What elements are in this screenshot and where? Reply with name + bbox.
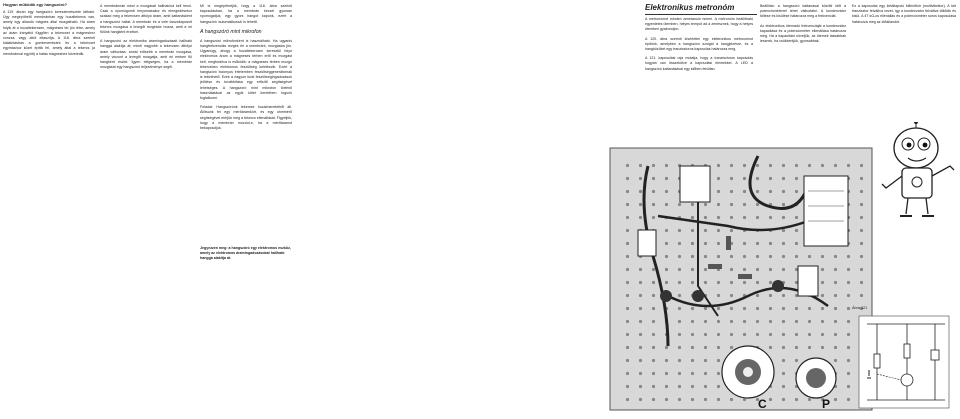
- component-box: [798, 266, 818, 296]
- highlight-caption: Jegyezzen meg: a hangszóró egy elektromos eszköz, amely az elektromos áramingadozásokat hallható hanggá alakítja át.: [200, 246, 291, 260]
- resistor: [726, 236, 731, 250]
- paragraph: A membránnak mind a mozgását hallhatóvá kell tenni. Csak a nyomógomb lenyomásakor és elengedésekor szakad meg a tekercsen átfolyó áram, amit kattanásként a hangszóró hallat. A membrán és a vele összekapcsolt tekercs mozgása a levegőt rezgésbe hozza, amit a mi fülünk hangként érzékel.: [100, 4, 192, 35]
- robot-mascot-illustration: [880, 122, 956, 218]
- paragraph: Mi is megépíthetjük, hogy a 118. ábra szerinti kapcsolásban, ha a membrán kézzel gyorsan nyomogatjuk, egy gyors hangot kapunk, ezért a hangszóró 'automatikussá' is tehető.: [200, 4, 292, 24]
- right-column-3: [852, 4, 956, 29]
- dial-label-p: P: [822, 397, 831, 411]
- dial-label-c: C: [758, 397, 767, 411]
- paragraph: A hangszóró mikrofonként is használható. Ha ugyanis hangfrekvenciás rezgés éri a membránt, mozgásba jön. Ugyanúgy, ahogy a huzaltekercsen keresztül folyó elektromos áram a mágneses térben erőt és mozgást kelt, megfordítva is működik: a mágneses térben mozgó tekercsben elektromos feszültség keletkezik. Ezért a hangszóró bizonyos értelemben feszültséggenerátornak is tekinthető. Ezek a nagyon kicsi feszültségingadozások jelölése és továbbítása egy erősítő segítségével lehetséges. A hangszóró mint mikrofon történő használatával az egyik kötet keretében fogunk foglalkozni.: [200, 38, 292, 101]
- breadboard-diagram: [608, 146, 874, 412]
- right-column-1: [645, 17, 753, 76]
- article-title: Elektronikus metronóm: [645, 3, 735, 12]
- figure-label: Ábra 121: [852, 306, 868, 310]
- component-box: [804, 176, 848, 246]
- left-page-header: Hogyan működik egy hangszóró?: [3, 2, 68, 7]
- text-column-1: [3, 10, 95, 61]
- title-underline: [645, 14, 757, 15]
- paragraph: A hangszóró az elektronika áramingadozásait hallható hanggá alakítja át; minél nagyobb a tekercsen átfolyó áram változása, annál erősebb a membrán mozgása, amely viszont a levegőt mozgatja, amit mi emberi fül hangként észlel. Ígyen elégséges, ha a membrán mozgását egy hangszóró teljesítménye segíti.: [100, 39, 192, 70]
- section-subtitle: A hangszóró mint mikrofon: [200, 28, 262, 35]
- right-column-2: [760, 4, 846, 48]
- control-dial[interactable]: [796, 358, 836, 398]
- resistor: [708, 264, 722, 269]
- paragraph: Feladat: Hangszórónk tekercse huzalmeneteiből áll. Állítsunk fel egy mérőáramkört, és egy ohmmérő segítségével mérjük meg a tekercs ellenállását. Figyeljük, hogy a membrán mozdul-e, ha a mérőáramot bekapcsoljuk.: [200, 105, 292, 131]
- component-box: [680, 166, 710, 202]
- paragraph: Az elektronikus ütemadó frekvenciáját a kondenzátor kapacitása és a potenciométer ellenállása határozza meg. Ha a kapacitást növeljük, az ütemek lassabbak lesznek, ha csökkentjük, gyorsabbak.: [760, 23, 846, 44]
- component-box: [638, 230, 656, 256]
- paragraph: A 120. ábra szerinti kísérlettel egy elektronikus metronómot építünk, amelyben a hangszóró szolgál a hangjelzésre, és a hangközöket egy tranzisztoros kapcsolás határozza meg.: [645, 36, 753, 52]
- paragraph: A metronómot minden zenetanuló ismeri. A metronóm beállítható egyenletes ütemben, helyes tempót ad a zenésznek, hogy a helyes ütemben gyakoroljon.: [645, 17, 753, 32]
- paragraph: Beállítás: a hangszóró kattanásai közötti időt a potenciométerrel lehet változtatni. A kondenzátor töltése és kisülése határozza meg a frekvenciát.: [760, 4, 846, 19]
- schematic-diagram: [857, 314, 953, 414]
- transistor: [772, 280, 784, 292]
- paragraph: Ez a kapcsolás egy kétállapotú billenőkör (multivibrátor). A két tranzisztor felváltva vezet, így a kondenzátor felváltva töltődik és kisül. A 47 kΩ-os ellenállás és a potenciométer soros kapcsolása határozza meg az időállandót.: [852, 4, 956, 24]
- potentiometer-dial[interactable]: [722, 346, 774, 398]
- paragraph: A 119. ábrán egy hangszóró keresztmetszete látható. Úgy megépíthető membránban egy huzaltekercs van, amely egy állandó mágnes által mozgatható. Ha áram folyik át a huzaltekercsen, mágneses tér jön létre, amely az áram irányától függően a tekercset a mágneshez vonzza, vagy attól eltaszítja. A 118. ábra szerinti kialakításban a gombmembránt és a tekercset egymáshoz közel építik fel, amely által a tekercs (a membránnal együtt) a hatás mágneshez közeledik.: [3, 10, 95, 56]
- transistor: [660, 290, 672, 302]
- text-column-2: [100, 4, 192, 74]
- transistor: [692, 290, 704, 302]
- text-column-3: [200, 4, 292, 135]
- paragraph: A 121. kapcsolási rajz mutatja, hogy a tranzisztoros kapcsolás hogyan van összekötve a kapcsolási elemekkel. A LED a hangszóró kattanásával egy időben felvillan.: [645, 56, 753, 71]
- resistor: [738, 274, 752, 279]
